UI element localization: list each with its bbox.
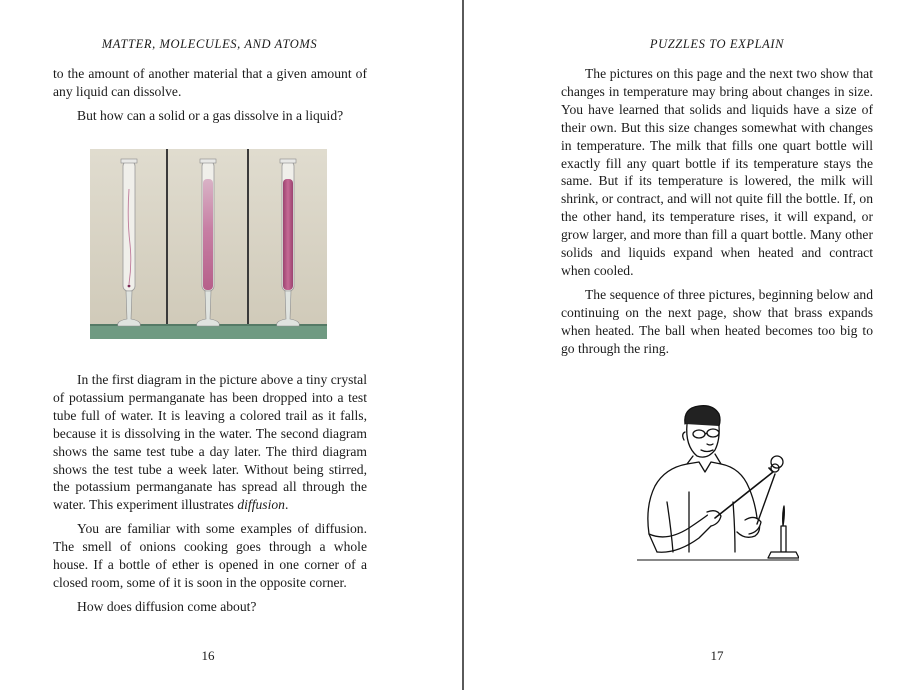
left-text-top <box>53 65 367 125</box>
paragraph <box>53 371 367 514</box>
paragraph: to the amount of another material that a given amount of any liquid can dissolve. <box>53 66 367 99</box>
paragraph-text: In the first diagram in the picture above a tiny crystal of potassium permanganate has been dropped into a test tube full of water. It is leaving a colored trail as it falls, because it is dissolving in the water. The second diagram shows the same test tube a day later. The third diagram shows the test tube a week later. Without being stirred, the potassium permanganate has spread all through the water. This experiment illustrates <box>53 372 367 513</box>
paragraph: How does diffusion come about? <box>77 598 257 614</box>
left-text-bottom <box>53 371 367 616</box>
right-text <box>561 65 873 358</box>
emphasis-diffusion: diffusion <box>237 497 285 513</box>
running-head-right: PUZZLES TO EXPLAIN <box>649 37 785 51</box>
page-number-right: 17 <box>710 648 724 663</box>
running-head-left: MATTER, MOLECULES, AND ATOMS <box>101 37 318 51</box>
paragraph: The sequence of three pictures, beginning below and continuing on the next page, show that brass expands when heated. The ball when heated becomes too big to go through the ring. <box>561 286 873 356</box>
page-number-left: 16 <box>201 648 215 663</box>
test-tubes-illustration <box>90 149 327 339</box>
paragraph: But how can a solid or a gas dissolve in a liquid? <box>77 107 344 123</box>
man-heating-ball-illustration <box>637 402 799 572</box>
paragraph: You are familiar with some examples of diffusion. The smell of onions cooking goes through a whole house. If a bottle of ether is opened in one corner of a closed room, some of it is soon in the opposite corner. <box>53 521 367 590</box>
right-page <box>464 0 922 690</box>
paragraph: The pictures on this page and the next two show that changes in temperature may bring about changes in size. You have learned that solids and liquids have a size of their own. But this size changes somewhat with changes in temperature. The milk that fills one quart bottle will exactly fill any quart bottle if its temperature stays the same. But if its temperature is lowered, the milk will shrink, or contract, and will not quite fill the bottle. If, on the other hand, its temperature rises, it will expand, or grow larger, and more than fill a quart bottle. Many other solids and liquids expand when heated and contract when cooled. <box>561 66 873 278</box>
paragraph-end: . <box>284 497 289 513</box>
